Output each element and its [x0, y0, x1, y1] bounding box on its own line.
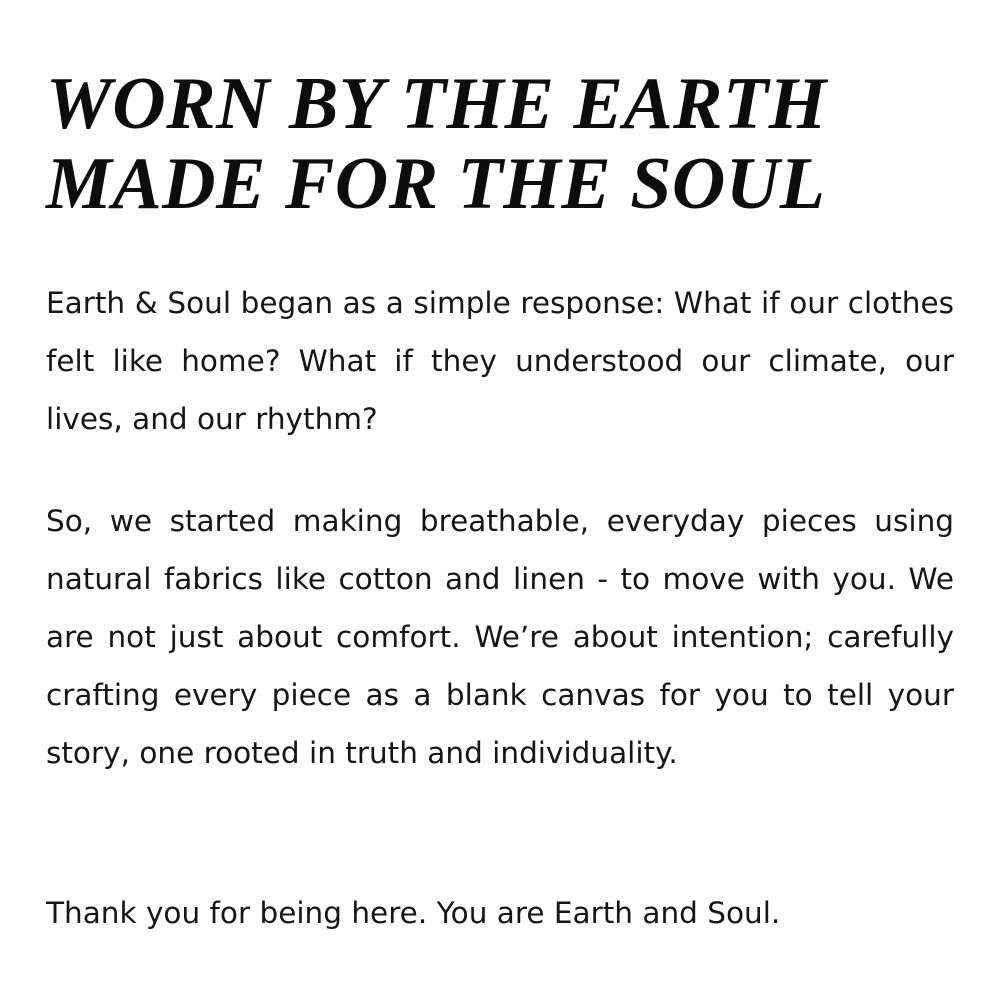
mission-paragraph: So, we started making breathable, everyday pieces using natural fabrics like cotton and linen - to move with you. We are not just about comfort. We’re about intention; carefully crafting every piece as a blank canvas for you to tell your story, one rooted in truth and individuality.: [46, 504, 954, 770]
intro-paragraph: Earth & Soul began as a simple response: What if our clothes felt like home? What if they understood our climate, our lives, and our rhythm?: [46, 286, 954, 436]
closing-paragraph: Thank you for being here. You are Earth and Soul.: [46, 896, 781, 930]
page-headline: [46, 64, 954, 224]
about-section: [46, 0, 954, 930]
headline-line-2: MADE FOR THE SOUL: [46, 143, 826, 225]
headline-line-1: WORN BY THE EARTH: [46, 63, 827, 145]
